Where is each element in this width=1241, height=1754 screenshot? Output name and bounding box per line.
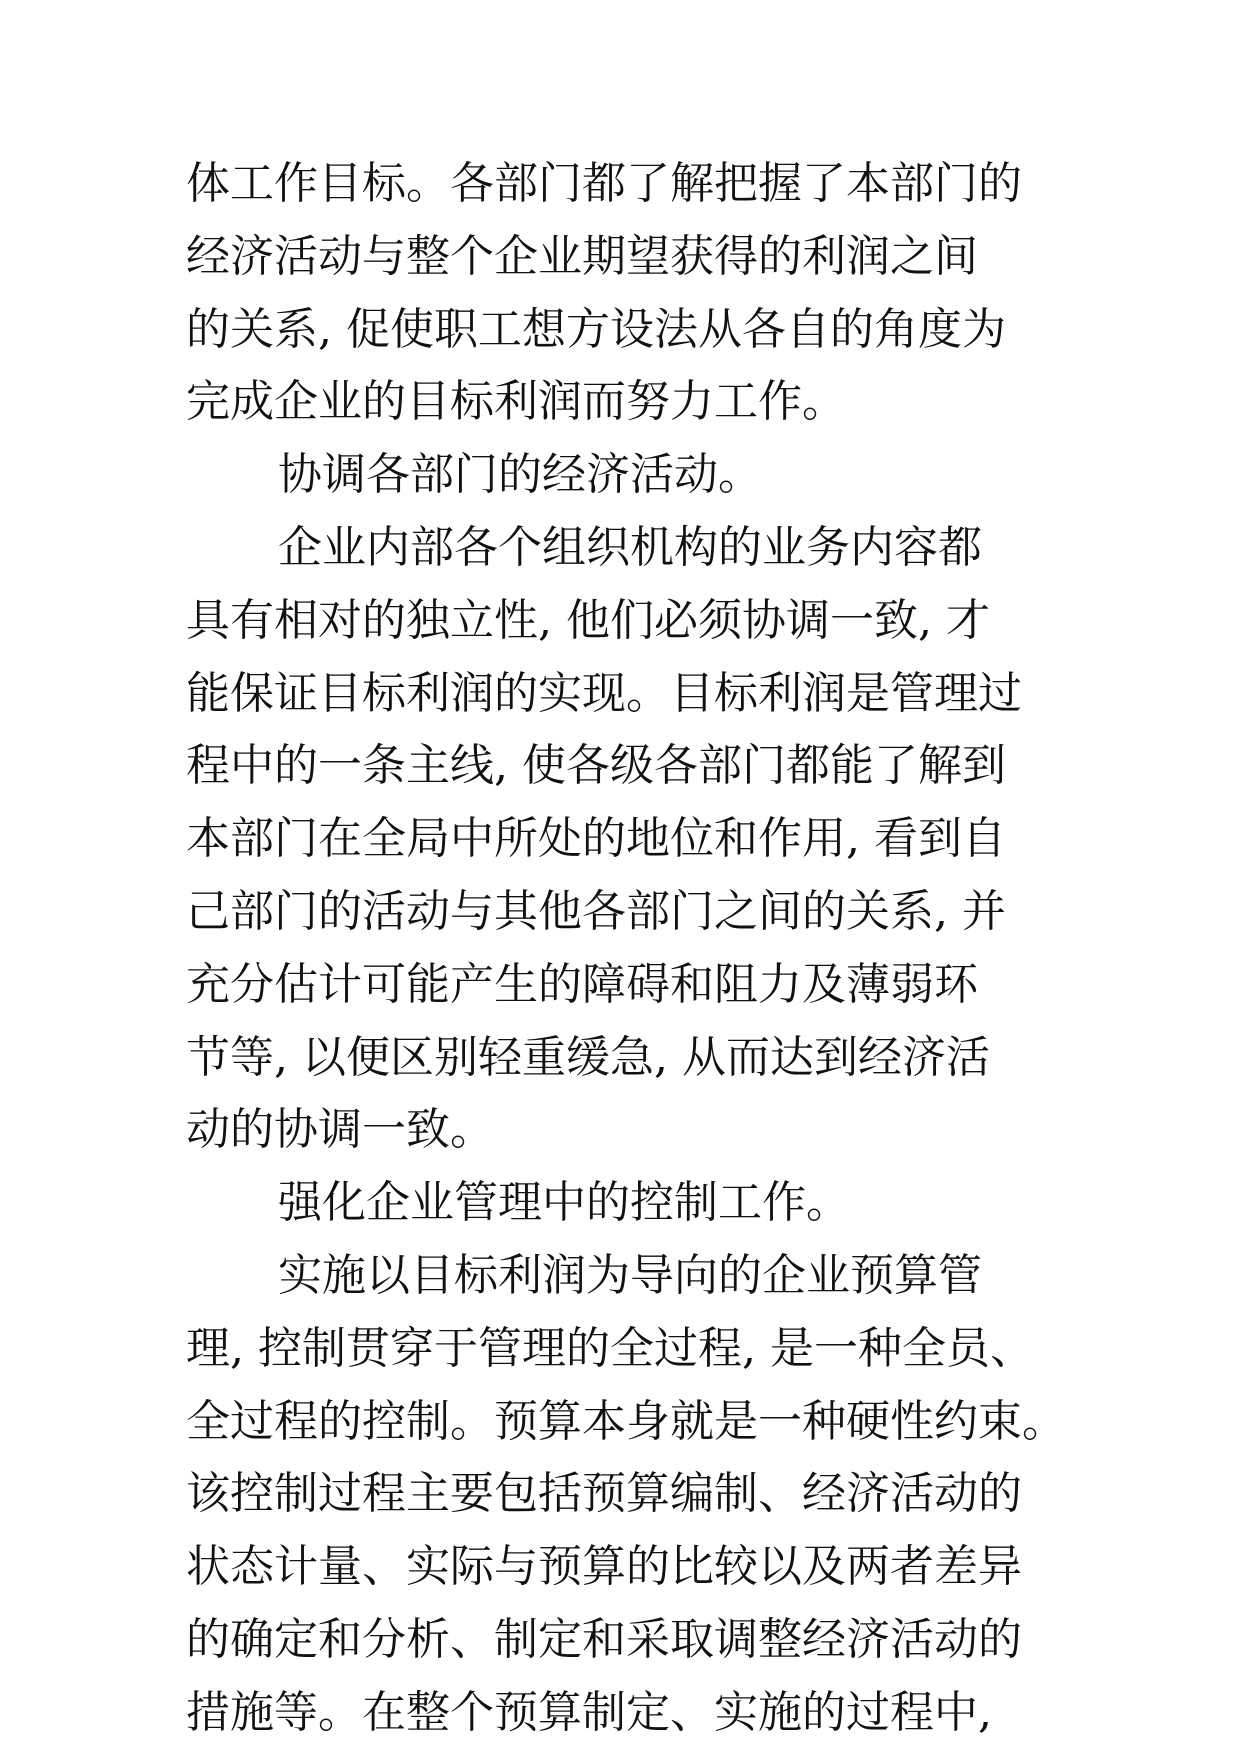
- text-line: 能保证目标利润的实现。目标利润是管理过: [186, 667, 1022, 719]
- text-line: 本部门在全局中所处的地位和作用, 看到自: [186, 813, 1006, 865]
- text-line: 理, 控制贯穿于管理的全过程, 是一种全员、: [186, 1322, 1034, 1374]
- text-line: 的确定和分析、制定和采取调整经济活动的: [186, 1613, 1022, 1665]
- text-line: 节等, 以便区别轻重缓急, 从而达到经济活: [186, 1031, 990, 1083]
- text-line: 企业内部各个组织机构的业务内容都: [278, 521, 982, 573]
- text-line: 经济活动与整个企业期望获得的利润之间: [186, 230, 978, 282]
- text-line: 具有相对的独立性, 他们必须协调一致, 才: [186, 594, 990, 646]
- body-text: [186, 148, 1086, 1750]
- text-line: 程中的一条主线, 使各级各部门都能了解到: [186, 740, 1006, 792]
- text-line: 措施等。在整个预算制定、实施的过程中,: [186, 1686, 992, 1738]
- text-line: 充分估计可能产生的障碍和阻力及薄弱环: [186, 958, 978, 1010]
- text-line: 实施以目标利润为导向的企业预算管: [278, 1249, 982, 1301]
- text-line: 的关系, 促使职工想方设法从各自的角度为: [186, 303, 1006, 355]
- text-line: 动的协调一致。: [186, 1104, 494, 1156]
- section-heading: 强化企业管理中的控制工作。: [278, 1177, 850, 1229]
- text-line: 己部门的活动与其他各部门之间的关系, 并: [186, 885, 1006, 937]
- text-line: 状态计量、实际与预算的比较以及两者差异: [186, 1541, 1022, 1593]
- text-line: 全过程的控制。预算本身就是一种硬性约束。: [186, 1395, 1066, 1447]
- text-line: 该控制过程主要包括预算编制、经济活动的: [186, 1468, 1022, 1520]
- section-heading: 协调各部门的经济活动。: [278, 449, 762, 501]
- text-line: 完成企业的目标利润而努力工作。: [186, 376, 846, 428]
- text-line: 体工作目标。各部门都了解把握了本部门的: [186, 158, 1022, 209]
